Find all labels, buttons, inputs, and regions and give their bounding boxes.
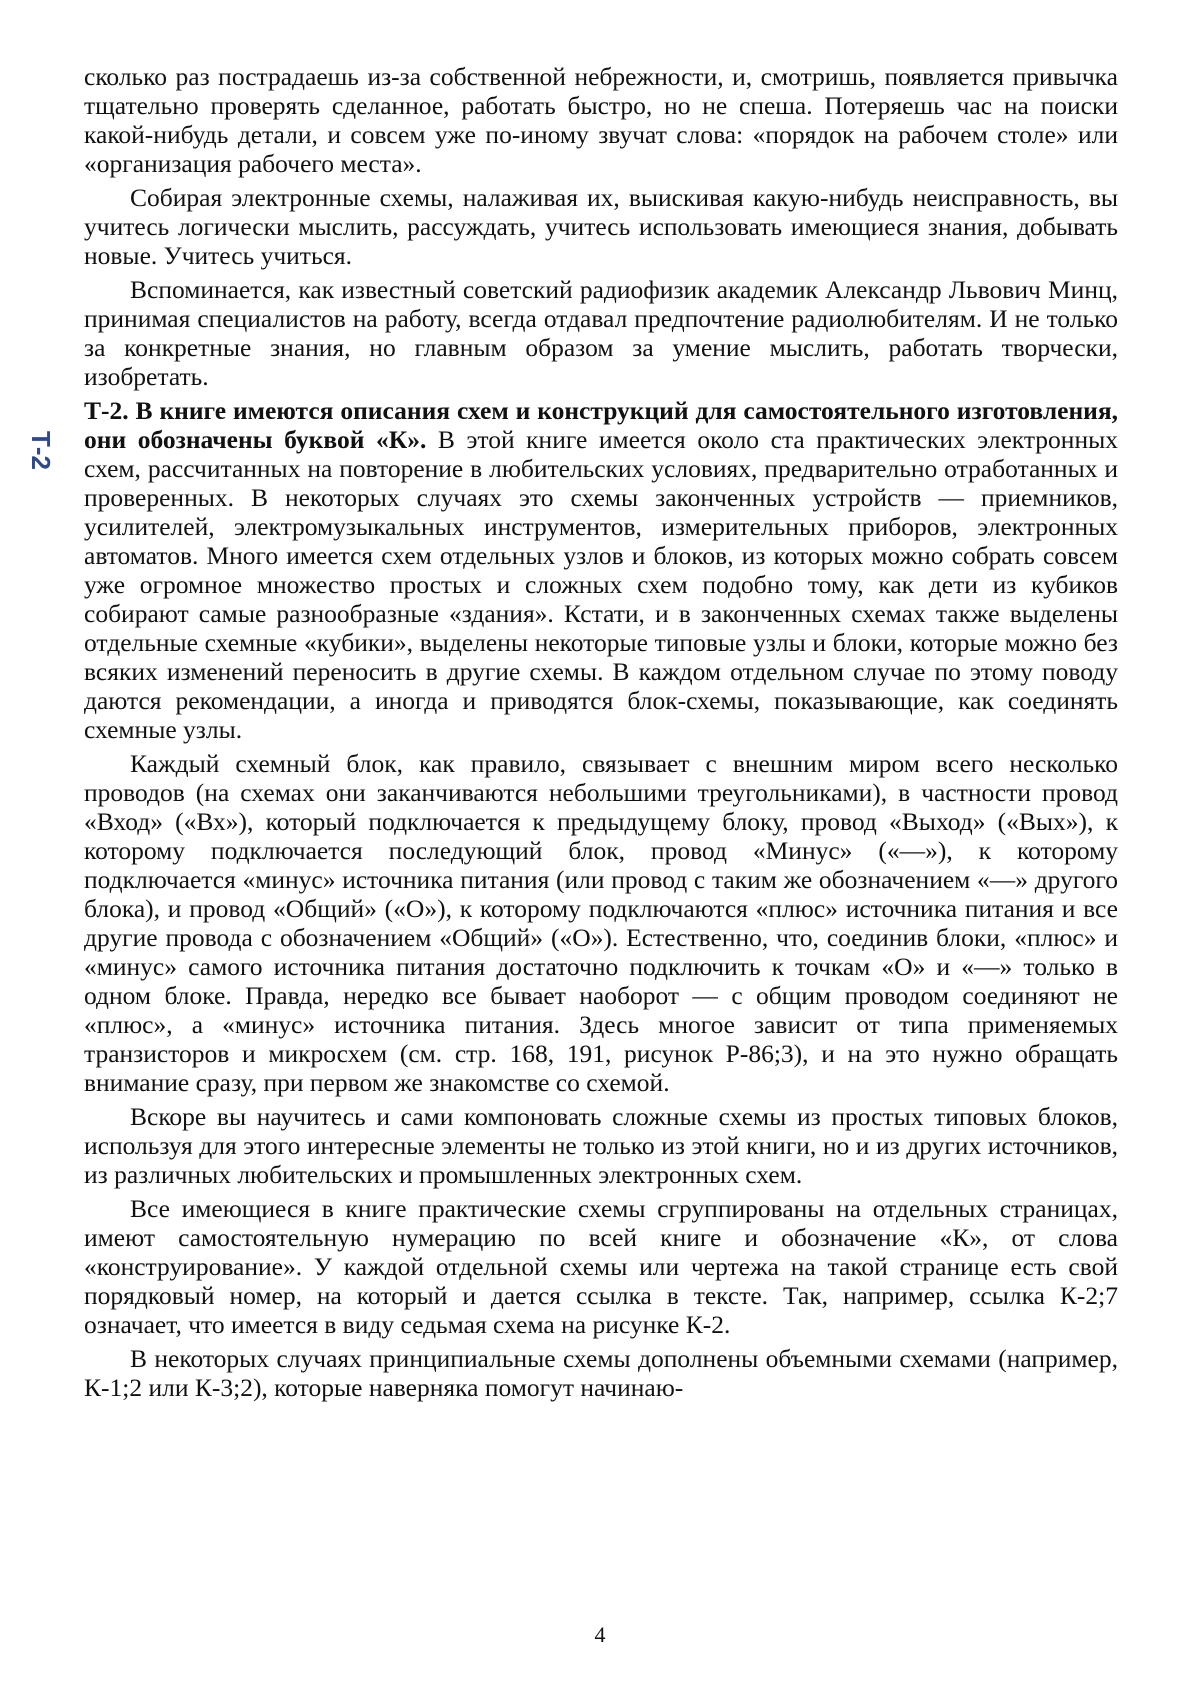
paragraph-compose-schemes: Вскоре вы научитесь и сами компоновать сложные схемы из простых типовых блоков, используя для этого интересные элементы не только из этой книги, но и из других источников, из различных любительских и промышленных электронных схем. (84, 1102, 1118, 1189)
paragraph-mints-recollection: Вспоминается, как известный советский радиофизик академик Александр Львович Минц, принимая специалистов на работу, всегда отдавал предпочтение радиолюбителям. И не только за конкретные знания, но главным образом за умение мыслить, работать творчески, изобретать. (84, 275, 1118, 391)
paragraph-continuation: сколько раз пострадаешь из-за собственной небрежности, и, смотришь, появляется привычка тщательно проверять сделанное, работать быстро, но не спеша. Потеряешь час на поиски какой-нибудь детали, и совсем уже по-иному звучат слова: «порядок на рабочем столе» или «организация рабочего места». (84, 62, 1118, 178)
paragraph-assembling-schemes: Собирая электронные схемы, налаживая их, выискивая какую-нибудь неисправность, вы учитесь логически мыслить, рассуждать, учитесь использовать имеющиеся знания, добывать новые. Учитесь учиться. (84, 183, 1118, 270)
section-t2-body: В этой книге имеется около ста практических электронных схем, рассчитанных на повторение в любительских условиях, предварительно отработанных и проверенных. В некоторых случаях это схемы законченных устройств — приемников, усилителей, электромузыкальных инструментов, измерительных приборов, электронных автоматов. Много имеется схем отдельных узлов и блоков, из которых можно собрать совсем уже огромное множество простых и сложных схем подобно тому, как дети из кубиков собирают самые разнообразные «здания». Кстати, и в законченных схемах также выделены отдельные схемные «кубики», выделены некоторые типовые узлы и блоки, которые можно без всяких изменений переносить в другие схемы. В каждом отдельном случае по этому поводу даются рекомендации, а иногда и приводятся блок-схемы, показывающие, как соединять схемные узлы. (84, 425, 1118, 744)
paragraph-numbering: Все имеющиеся в книге практические схемы сгруппированы на отдельных страницах, имеют самостоятельную нумерацию по всей книге и обозначение «К», от слова «конструирование». У каждой отдельной схемы или чертежа на такой странице есть свой порядковый номер, на который и дается ссылка в тексте. Так, например, ссылка К-2;7 означает, что имеется в виду седьмая схема на рисунке К-2. (84, 1194, 1118, 1339)
paragraph-circuit-blocks: Каждый схемный блок, как правило, связывает с внешним миром всего несколько проводов (на схемах они заканчиваются небольшими треугольниками), в частности провод «Вход» («Вх»), который подключается к предыдущему блоку, провод «Выход» («Вых»), к которому подключается последующий блок, провод «Минус» («—»), к которому подключается «минус» источника питания (или провод с таким же обозначением «—» другого блока), и провод «Общий» («О»), к которому подключаются «плюс» источника питания и все другие провода с обозначением «Общий» («О»). Естественно, что, соединив блоки, «плюс» и «минус» самого источника питания достаточно подключить к точкам «О» и «—» только в одном блоке. Правда, нередко все бывает наоборот — с общим проводом соединяют не «плюс», а «минус» источника питания. Здесь многое зависит от типа применяемых транзисторов и микросхем (см. стр. 168, 191, рисунок Р-86;3), и на это нужно обращать внимание сразу, при первом же знакомстве со схемой. (84, 749, 1118, 1097)
paragraph-volume-schemes: В некоторых случаях принципиальные схемы дополнены объемными схемами (например, К-1;2 или К-3;2), которые наверняка помогут начинаю- (84, 1344, 1118, 1402)
page-number: 4 (594, 1622, 606, 1647)
section-side-marker-label: Т-2 (25, 430, 56, 470)
paragraph-section-t2 (84, 396, 1118, 744)
section-heading-t2: Т-2. В книге имеются описания схем и конструкций для самостоятельного изготовления, они обозначены буквой «К». (84, 396, 1118, 454)
page-body-text (84, 62, 1118, 1402)
section-side-marker (18, 420, 62, 480)
